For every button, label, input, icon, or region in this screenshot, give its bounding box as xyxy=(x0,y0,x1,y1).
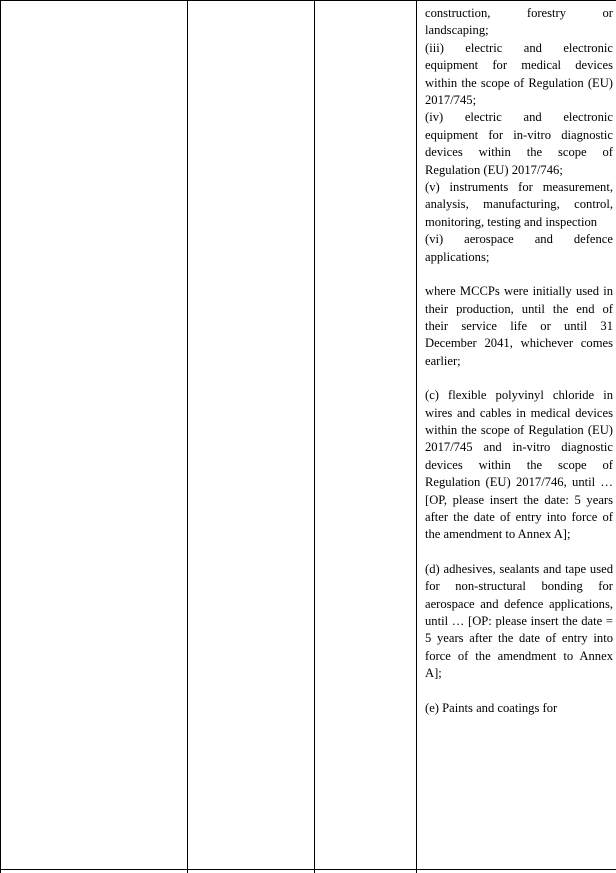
paragraph-construction-forestry: construction, forestry or landscaping; xyxy=(425,5,613,40)
table-cell-column-3 xyxy=(315,0,417,873)
table-cell-column-2 xyxy=(188,0,315,873)
paragraph-mccps-service-life: where MCCPs were initially used in their production, until the end of their service life or until 31 December 2041, whichever comes earlier; xyxy=(425,283,613,370)
paragraph-d-adhesives-sealants: (d) adhesives, sealants and tape used for non-structural bonding for aerospace and defence applications, until … [OP: please insert the date = 5 years after the date of entry into force of the amendment to Annex A]; xyxy=(425,561,613,683)
paragraph-spacer-3 xyxy=(425,544,613,561)
column-2-content xyxy=(188,0,314,868)
table-row xyxy=(1,0,616,873)
table-cell-column-4 xyxy=(417,0,616,873)
table-cell-column-1 xyxy=(1,0,188,873)
main-text-block xyxy=(417,5,616,873)
paragraph-spacer-2 xyxy=(425,370,613,387)
column-3-content xyxy=(315,0,416,868)
paragraph-e-paints-coatings: (e) Paints and coatings for xyxy=(425,700,613,717)
paragraph-iv-in-vitro-diagnostic: (iv) electric and electronic equipment for in-vitro diagnostic devices within the scope of Regulation (EU) 2017/746; xyxy=(425,109,613,179)
paragraph-iii-medical-devices: (iii) electric and electronic equipment for medical devices within the scope of Regulation (EU) 2017/745; xyxy=(425,40,613,110)
paragraph-v-instruments: (v) instruments for measurement, analysis, manufacturing, control, monitoring, testing and inspection xyxy=(425,179,613,231)
paragraph-vi-aerospace-defence: (vi) aerospace and defence applications; xyxy=(425,231,613,266)
paragraph-spacer-4 xyxy=(425,683,613,700)
page-top-border xyxy=(0,0,616,1)
column-1-content xyxy=(1,0,187,868)
paragraph-c-flexible-pvc: (c) flexible polyvinyl chloride in wires and cables in medical devices within the scope of Regulation (EU) 2017/745 and in-vitro diagnostic devices within the scope of Regulation (EU) 2017/746, until … [OP, please insert the date: 5 years after the date of entry into force of the amendment to Annex A]; xyxy=(425,387,613,544)
paragraph-spacer-1 xyxy=(425,266,613,283)
